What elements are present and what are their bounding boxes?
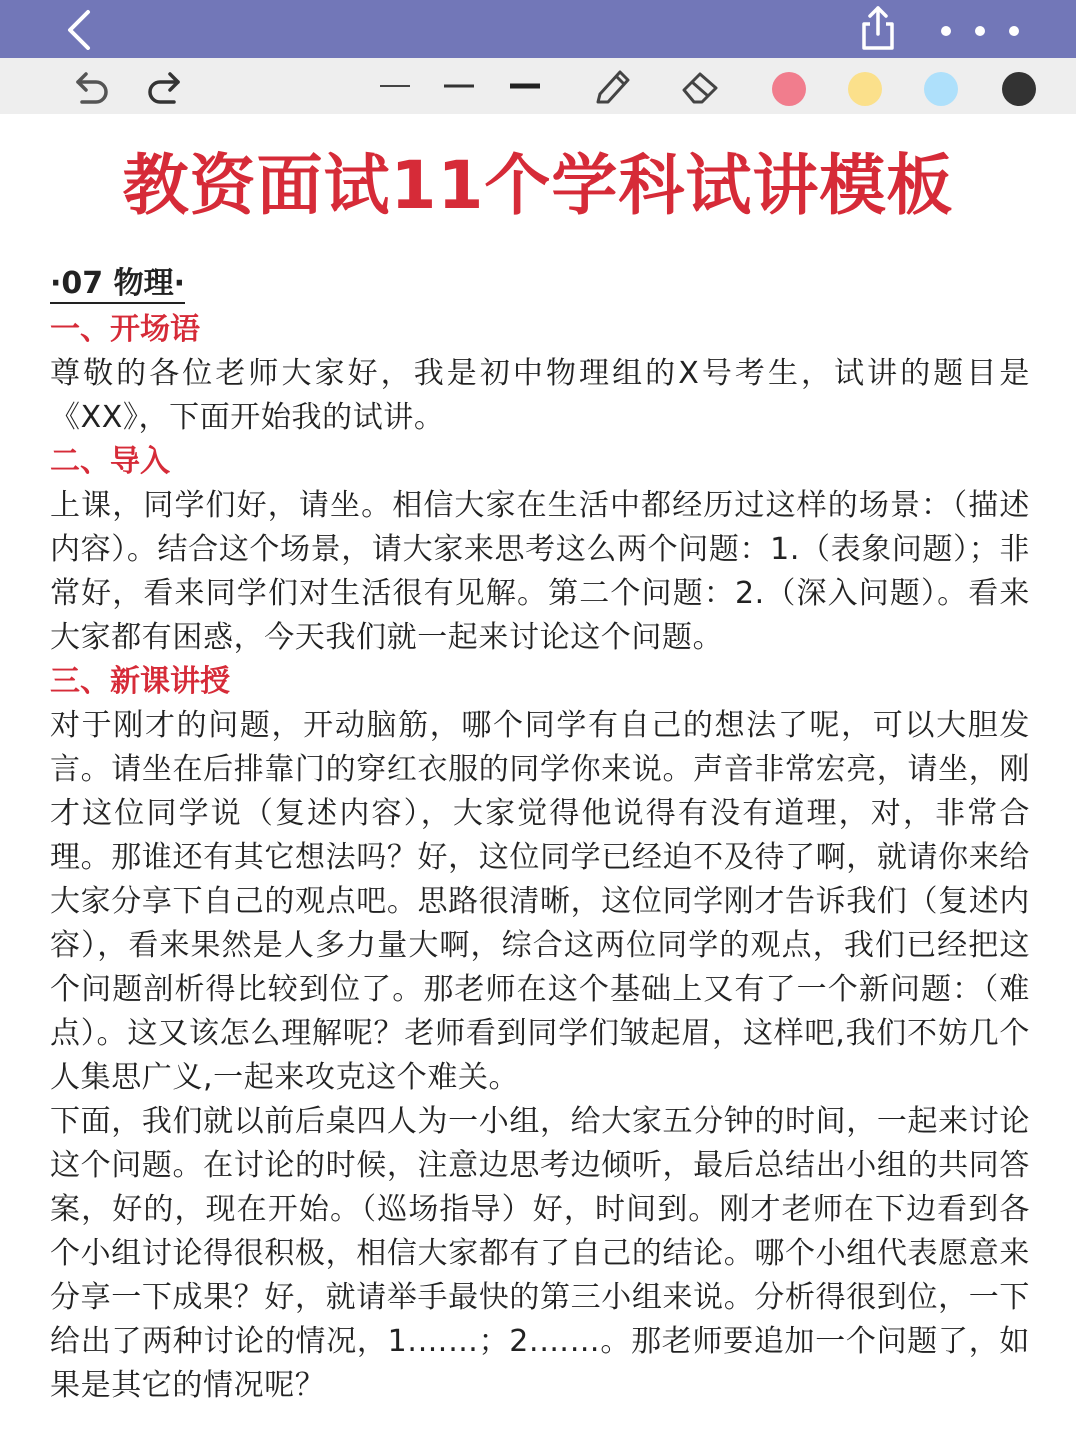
paragraph: 对于刚才的问题，开动脑筋，哪个同学有自己的想法了呢，可以大胆发言。请坐在后排靠门的穿红衣服的同学你来说。声音非常宏亮，请坐，刚才这位同学说（复述内容），大家觉得他说得有没有道理，对，非常合理。那谁还有其它想法吗？好，这位同学已经迫不及待了啊，就请你来给大家分享下自己的观点吧。思路很清晰，这位同学刚才告诉我们（复述内容），看来果然是人多力量大啊，综合这两位同学的观点，我们已经把这个问题剖析得比较到位了。那老师在这个基础上又有了一个新问题：（难点）。这又该怎么理解呢？老师看到同学们皱起眉，这样吧,我们不妨几个人集思广义,一起来攻克这个难关。 — [50, 708, 1030, 1095]
paragraph: 上课，同学们好，请坐。相信大家在生活中都经历过这样的场景：（描述内容）。结合这个场景，请大家来思考这么两个问题：1.（表象问题）；非常好，看来同学们对生活很有见解。第二个问题：2.（深入问题）。看来大家都有困惑，今天我们就一起来讨论这个问题。 — [50, 488, 1030, 655]
pen-button[interactable] — [590, 66, 634, 106]
color-red-swatch[interactable] — [772, 72, 806, 106]
section-heading: 一、开场语 — [50, 312, 200, 347]
undo-icon — [68, 66, 112, 106]
redo-icon — [144, 66, 188, 106]
eraser-button[interactable] — [678, 66, 722, 106]
stroke-medium-button[interactable] — [440, 66, 484, 106]
document-title: 教资面试11个学科试讲模板 — [122, 147, 954, 224]
paragraph: 下面，我们就以前后桌四人为一小组，给大家五分钟的时间，一起来讨论这个问题。在讨论的时候，注意边思考边倾听，最后总结出小组的共同答案，好的，现在开始。（巡场指导）好，时间到。刚才老师在下边看到各个小组讨论得很积极，相信大家都有了自己的结论。哪个小组代表愿意来分享一下成果？好，就请举手最快的第三小组来说。分析得很到位，一下给出了两种讨论的情况，1.……；2.……。那老师要追加一个问题了，如果是其它的情况呢？ — [50, 1104, 1030, 1403]
back-arrow-icon — [58, 6, 102, 50]
stroke-thick-icon — [506, 66, 550, 106]
document-body — [50, 262, 1030, 1408]
color-black-swatch[interactable] — [1002, 72, 1036, 106]
more-options-button[interactable] — [934, 18, 1026, 42]
paragraph: 尊敬的各位老师大家好，我是初中物理组的X号考生，试讲的题目是《XX》，下面开始我的试讲。 — [50, 356, 1030, 435]
section-heading: 二、导入 — [50, 444, 170, 479]
color-yellow-swatch[interactable] — [848, 72, 882, 106]
color-blue-swatch[interactable] — [924, 72, 958, 106]
top-nav-bar — [0, 0, 1076, 58]
undo-button[interactable] — [68, 66, 112, 106]
section-heading: 三、新课讲授 — [50, 664, 230, 699]
stroke-thin-button[interactable] — [374, 66, 418, 106]
subject-label: ·07 物理· — [50, 266, 185, 304]
stroke-medium-icon — [440, 66, 484, 106]
eraser-icon — [678, 66, 722, 106]
back-button[interactable] — [58, 6, 102, 50]
stroke-thin-icon — [374, 66, 418, 106]
share-button[interactable] — [856, 4, 900, 52]
pen-icon — [590, 66, 634, 106]
redo-button[interactable] — [144, 66, 188, 106]
drawing-toolbar — [0, 58, 1076, 114]
stroke-thick-button[interactable] — [506, 66, 550, 106]
share-icon — [856, 4, 900, 52]
more-dots-icon — [934, 18, 1026, 42]
